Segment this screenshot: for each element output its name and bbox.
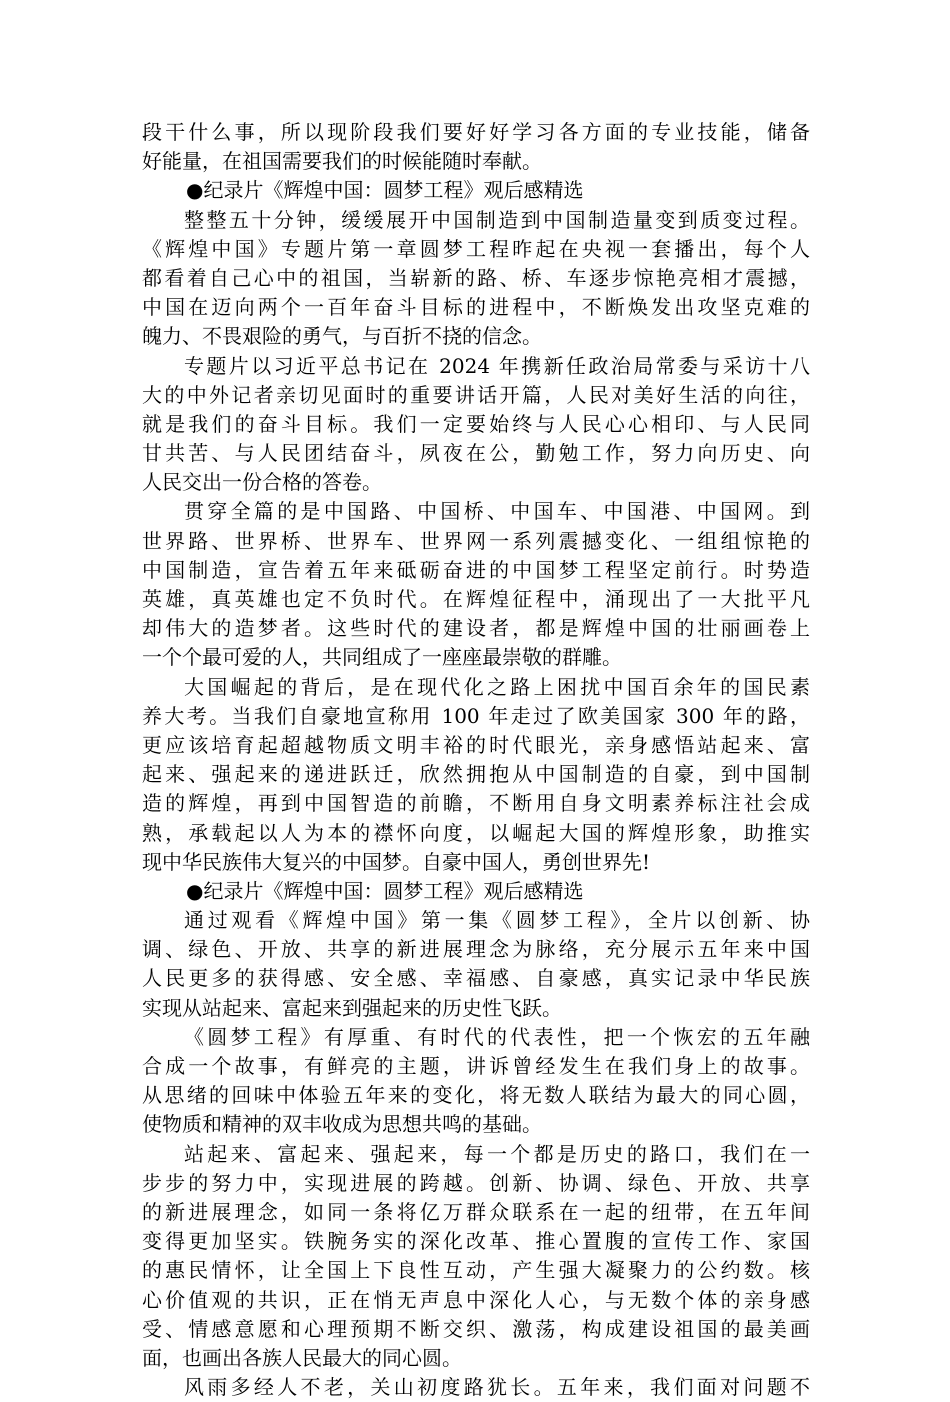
text-line: 站起来、富起来、强起来，每一个都是历史的路口，我们在一 xyxy=(184,1141,810,1166)
text-line: 大的中外记者亲切见面时的重要讲话开篇，人民对美好生活的向往， xyxy=(142,382,810,407)
text-line: 贯穿全篇的是中国路、中国桥、中国车、中国港、中国网。到 xyxy=(184,499,810,524)
text-line: 通过观看《辉煌中国》第一集《圆梦工程》，全片以创新、协 xyxy=(184,908,810,933)
text-line: 世界路、世界桥、世界车、世界网一系列震撼变化、一组组惊艳的 xyxy=(142,528,810,553)
text-line: 的惠民情怀，让全国上下良性互动，产生强大凝聚力的公约数。核 xyxy=(142,1258,810,1283)
text-line: 受、情感意愿和心理预期不断交织、激荡，构成建设祖国的最美画 xyxy=(142,1316,810,1341)
text-line: 大国崛起的背后，是在现代化之路上困扰中国百余年的国民素 xyxy=(184,674,810,699)
text-line: 中国在迈向两个一百年奋斗目标的进程中，不断焕发出攻坚克难的 xyxy=(142,295,810,320)
text-line: 风雨多经人不老，关山初度路犹长。五年来，我们面对问题不 xyxy=(184,1375,810,1400)
text-line: 实现从站起来、富起来到强起来的历史性飞跃。 xyxy=(142,995,562,1020)
text-line: 英雄，真英雄也定不负时代。在辉煌征程中，涌现出了一大批平凡 xyxy=(142,587,810,611)
text-line: 造的辉煌，再到中国智造的前瞻，不断用自身文明素养标注社会成 xyxy=(142,791,810,816)
text-line: 整整五十分钟，缓缓展开中国制造到中国制造量变到质变过程。 xyxy=(184,207,810,232)
text-line: 从思绪的回味中体验五年来的变化，将无数人联结为最大的同心圆， xyxy=(142,1083,810,1108)
text-line: 更应该培育起超越物质文明丰裕的时代眼光，亲身感悟站起来、富 xyxy=(142,732,810,757)
text-line: 使物质和精神的双丰收成为思想共鸣的基础。 xyxy=(142,1112,542,1137)
text-line: 熟，承载起以人为本的襟怀向度，以崛起大国的辉煌形象，助推实 xyxy=(142,820,810,845)
text-line: 段干什么事，所以现阶段我们要好好学习各方面的专业技能，储备 xyxy=(142,120,810,144)
section-heading: ●纪录片《辉煌中国：圆梦工程》观后感精选 xyxy=(186,178,584,203)
text-line: 养大考。当我们自豪地宣称用 100 年走过了欧美国家 300 年的路， xyxy=(142,703,810,728)
text-line: 好能量，在祖国需要我们的时候能随时奉献。 xyxy=(142,149,542,174)
text-line: 现中华民族伟大复兴的中国梦。自豪中国人，勇创世界先! xyxy=(142,849,651,874)
text-line: 调、绿色、开放、共享的新进展理念为脉络，充分展示五年来中国 xyxy=(142,937,810,962)
text-line: 人民更多的获得感、安全感、幸福感、自豪感，真实记录中华民族 xyxy=(142,966,810,991)
text-line: 心价值观的共识，正在悄无声息中深化人心，与无数个体的亲身感 xyxy=(142,1287,810,1312)
text-line: 变得更加坚实。铁腕务实的深化改革、推心置腹的宣传工作、家国 xyxy=(142,1229,810,1254)
document-page xyxy=(142,118,810,1402)
text-line: 中国制造，宣告着五年来砥砺奋进的中国梦工程坚定前行。时势造 xyxy=(142,557,810,582)
text-line: 合成一个故事，有鲜亮的主题，讲诉曾经发生在我们身上的故事。 xyxy=(142,1054,810,1078)
text-line: 步步的努力中，实现进展的跨越。创新、协调、绿色、开放、共享 xyxy=(142,1170,810,1195)
text-line: 一个个最可爱的人，共同组成了一座座最崇敬的群雕。 xyxy=(142,645,622,670)
text-line: 《辉煌中国》专题片第一章圆梦工程昨起在央视一套播出，每个人 xyxy=(142,236,810,261)
text-line: 都看着自己心中的祖国，当崭新的路、桥、车逐步惊艳亮相才震撼， xyxy=(142,265,810,290)
text-line: 甘共苦、与人民团结奋斗，夙夜在公，勤勉工作，努力向历史、向 xyxy=(142,441,810,466)
text-line: 起来、强起来的递进跃迁，欣然拥抱从中国制造的自豪，到中国制 xyxy=(142,762,810,787)
text-line: 就是我们的奋斗目标。我们一定要始终与人民心心相印、与人民同 xyxy=(142,411,810,436)
text-line: 人民交出一份合格的答卷。 xyxy=(142,470,382,495)
text-line: 《圆梦工程》有厚重、有时代的代表性，把一个恢宏的五年融 xyxy=(184,1024,810,1049)
text-line: 魄力、不畏艰险的勇气，与百折不挠的信念。 xyxy=(142,324,542,349)
text-line: 的新进展理念，如同一条将亿万群众联系在一起的纽带，在五年间 xyxy=(142,1199,810,1224)
text-line: 专题片以习近平总书记在 2024 年携新任政治局常委与采访十八 xyxy=(184,353,810,378)
text-line: 却伟大的造梦者。这些时代的建设者，都是辉煌中国的壮丽画卷上 xyxy=(142,616,810,641)
section-heading: ●纪录片《辉煌中国：圆梦工程》观后感精选 xyxy=(186,878,584,903)
text-line: 面，也画出各族人民最大的同心圆。 xyxy=(142,1345,462,1370)
